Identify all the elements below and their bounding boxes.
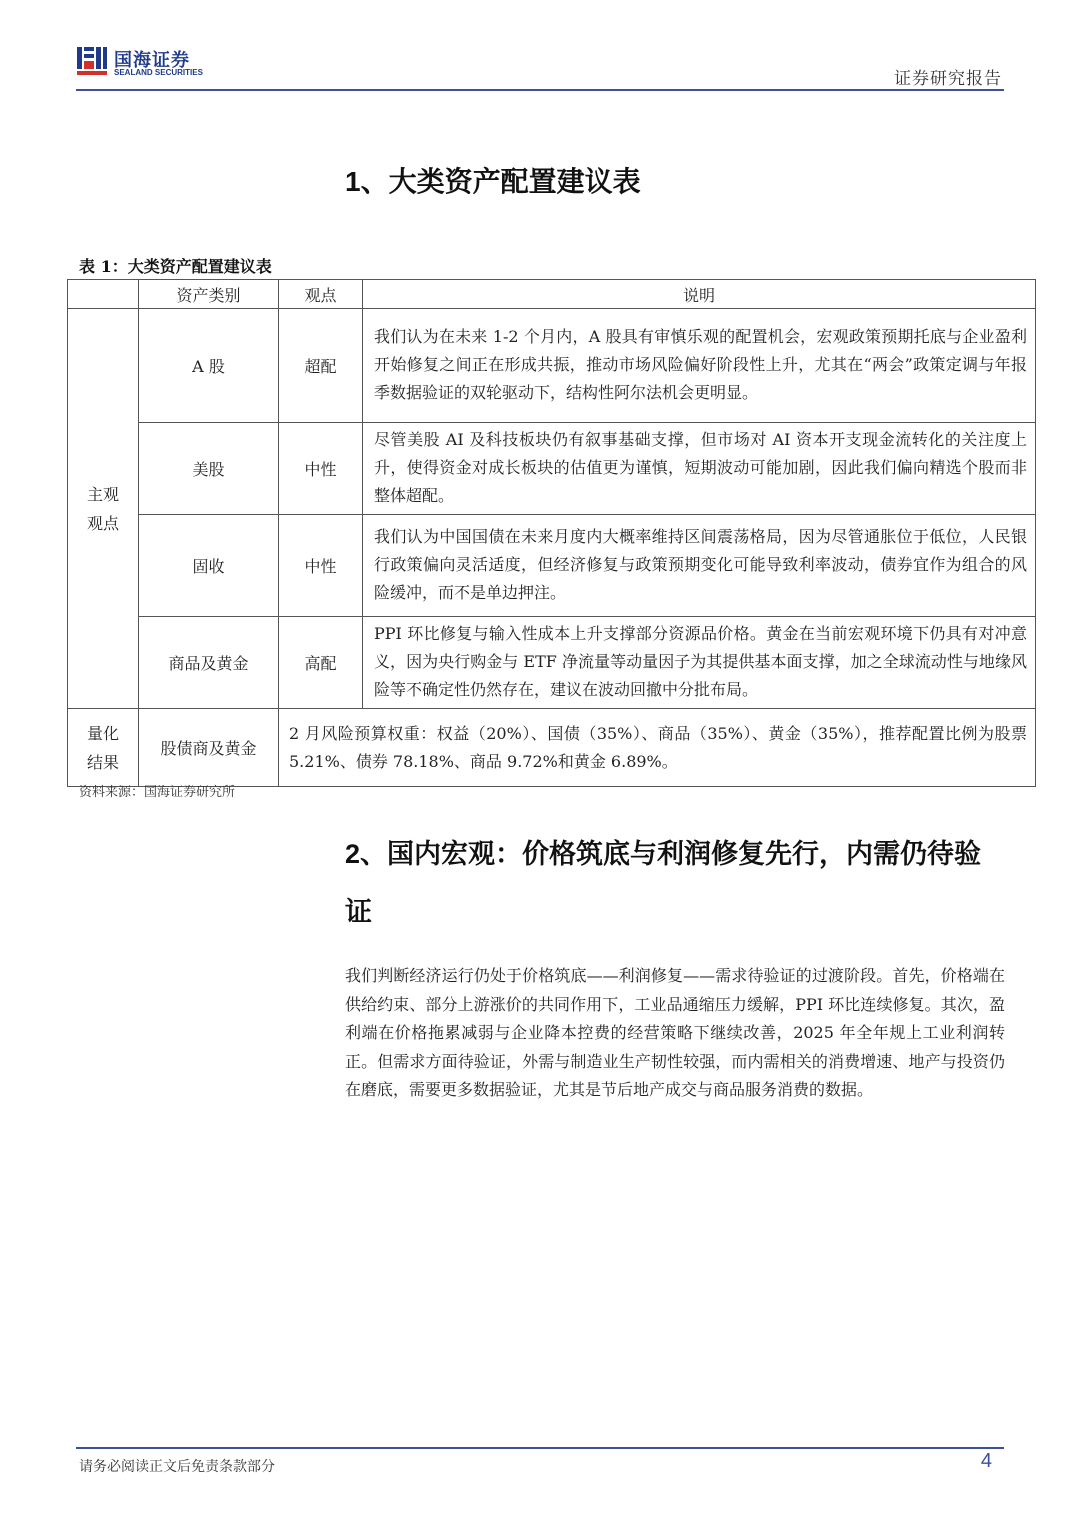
asset-cell: 商品及黄金 [139,617,279,709]
table-source: 资料来源：国海证券研究所 [79,785,236,800]
asset-cell: A 股 [139,309,279,423]
asset-allocation-table [67,279,1036,787]
group-quant [68,709,139,787]
section-2-paragraph: 我们判断经济运行仍处于价格筑底——利润修复——需求待验证的过渡阶段。首先，价格端在供给约束、部分上游涨价的共同作用下，工业品通缩压力缓解，PPI 环比连续修复。其次，盈利端在价格拖累减弱与企业降本控费的经营策略下继续改善，2025 年全年规上工业利润转正。但需求方面待验证，外需与制造业生产韧性较强，而内需相关的消费增速、地产与投资仍在磨底，需要更多数据验证，尤其是节后地产成交与商品服务消费的数据。 [345,966,1005,1099]
asset-cell: 美股 [139,423,279,515]
view-cell: 中性 [279,423,363,515]
page-number: 4 [980,1450,992,1472]
logo-chinese-name: 国海证券 [114,50,190,71]
table-row [68,309,1036,423]
asset-cell: 股债商及黄金 [139,709,279,787]
section-2-title: 、国内宏观：价格筑底与利润修复先行，内需仍待验证 [345,839,982,928]
section-1-title: 、大类资产配置建议表 [360,165,641,198]
asset-cell: 固收 [139,515,279,617]
company-logo [76,44,236,80]
view-cell: 超配 [279,309,363,423]
section-1-heading [345,160,641,200]
sealand-logo-icon [76,44,108,76]
desc-cell: 我们认为中国国债在未来月度内大概率维持区间震荡格局，因为尽管通胀位于低位，人民银行政策偏向灵活适度，但经济修复与政策预期变化可能导致利率波动，债券宜作为组合的风险缓冲，而不是单边押注。 [363,515,1036,617]
section-2-number: 2 [345,839,361,869]
report-type: 证券研究报告 [894,69,1002,89]
quant-desc-cell: 2 月风险预算权重：权益（20%）、国债（35%）、商品（35%）、黄金（35%），推荐配置比例为股票 5.21%、债券 78.18%、商品 9.72%和黄金 6.89%。 [279,709,1036,787]
group-subjective-label: 主观 观点 [86,484,119,533]
group-subjective [68,309,139,709]
logo-english-name: SEALAND SECURITIES [114,68,203,77]
table-row [68,515,1036,617]
header-cell-blank [68,280,139,309]
table-row [68,617,1036,709]
footer-disclaimer: 请务必阅读正文后免责条款部分 [79,1459,275,1475]
view-cell: 中性 [279,515,363,617]
desc-cell: 尽管美股 AI 及科技板块仍有叙事基础支撑，但市场对 AI 资本开支现金流转化的关注度上升，使得资金对成长板块的估值更为谨慎，短期波动可能加剧，因此我们偏向精选个股而非整体超配。 [363,423,1036,515]
desc-cell: PPI 环比修复与输入性成本上升支撑部分资源品价格。黄金在当前宏观环境下仍具有对冲意义，因为央行购金与 ETF 净流量等动量因子为其提供基本面支撑，加之全球流动性与地缘风险等不确定性仍然存在，建议在波动回撤中分批布局。 [363,617,1036,709]
header-cell-desc: 说明 [363,280,1036,309]
view-cell: 高配 [279,617,363,709]
table-header-row [68,280,1036,309]
footer-divider [76,1447,1004,1449]
table-row-quant [68,709,1036,787]
table-caption: 表 1：大类资产配置建议表 [79,257,272,276]
header-cell-asset: 资产类别 [139,280,279,309]
header-divider [76,89,1004,91]
section-2-heading [345,825,1005,942]
header-cell-view: 观点 [279,280,363,309]
desc-cell: 我们认为在未来 1-2 个月内，A 股具有审慎乐观的配置机会，宏观政策预期托底与企业盈利开始修复之间正在形成共振，推动市场风险偏好阶段性上升，尤其在“两会”政策定调与年报季数据验证的双轮驱动下，结构性阿尔法机会更明显。 [363,309,1036,423]
group-quant-label: 量化 结果 [86,723,119,772]
section-1-number: 1 [345,166,361,197]
table-row [68,423,1036,515]
